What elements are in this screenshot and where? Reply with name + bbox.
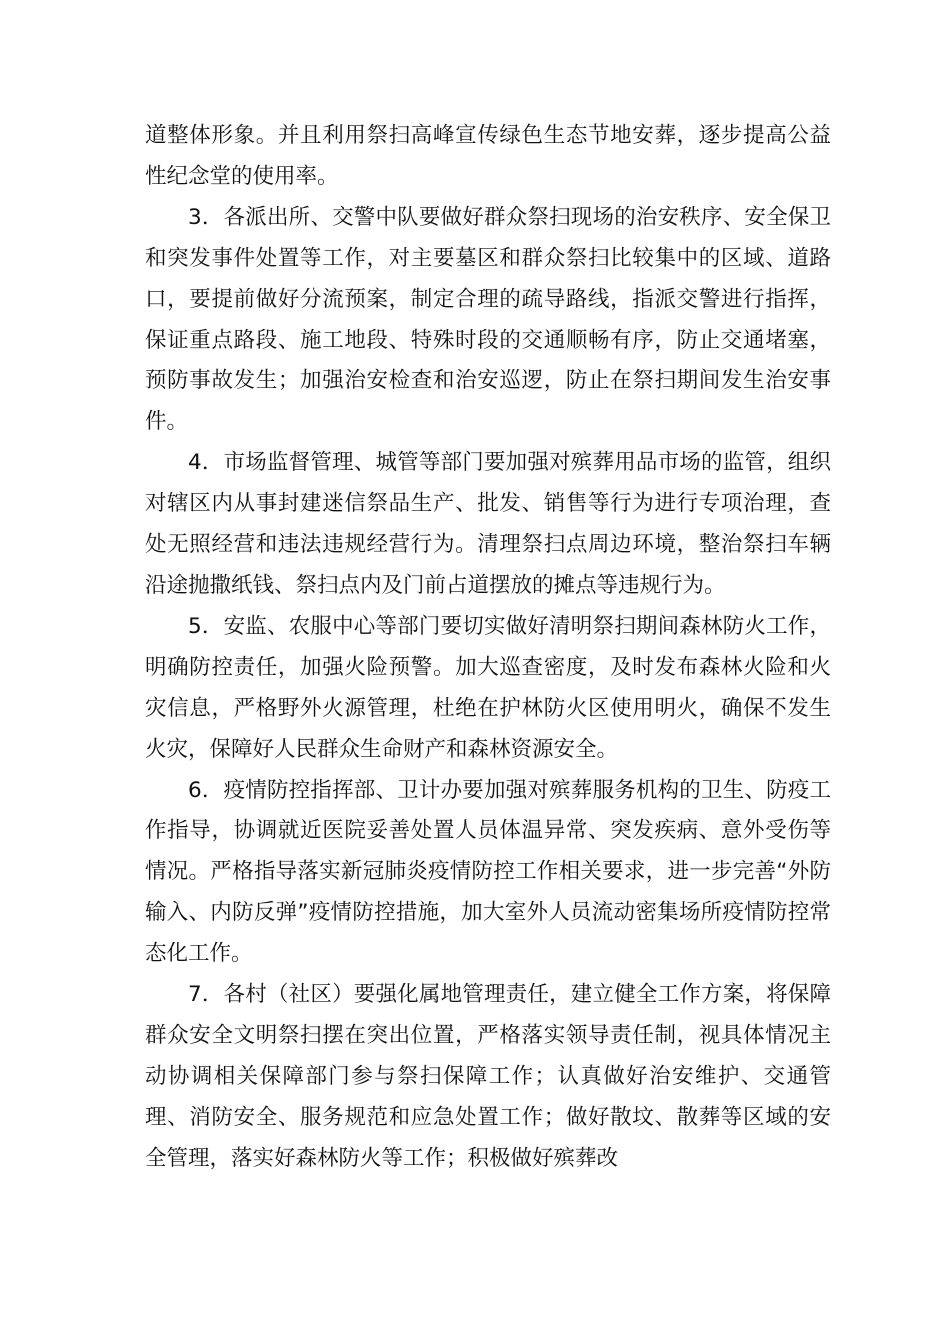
document-body — [145, 116, 831, 1180]
paragraph-item-3: 3．各派出所、交警中队要做好群众祭扫现场的治安秩序、安全保卫和突发事件处置等工作，对主要墓区和群众祭扫比较集中的区域、道路口，要提前做好分流预案，制定合理的疏导路线，指派交警进行指挥，保证重点路段、施工地段、特殊时段的交通顺畅有序，防止交通堵塞，预防事故发生；加强治安检查和治安巡逻，防止在祭扫期间发生治安事件。 — [145, 204, 831, 435]
paragraph-continuation: 道整体形象。并且利用祭扫高峰宣传绿色生态节地安葬，逐步提高公益性纪念堂的使用率。 — [145, 123, 831, 189]
paragraph-item-5: 5．安监、农服中心等部门要切实做好清明祭扫期间森林防火工作，明确防控责任，加强火险预警。加大巡查密度，及时发布森林火险和火灾信息，严格野外火源管理，杜绝在护林防火区使用明火，确保不发生火灾，保障好人民群众生命财产和森林资源安全。 — [145, 613, 831, 762]
paragraph-item-7: 7．各村（社区）要强化属地管理责任，建立健全工作方案，将保障群众安全文明祭扫摆在突出位置，严格落实领导责任制，视具体情况主动协调相关保障部门参与祭扫保障工作；认真做好治安维护、交通管理、消防安全、服务规范和应急处置工作；做好散坟、散葬等区域的安全管理，落实好森林防火等工作；积极做好殡葬改 — [145, 982, 831, 1171]
paragraph-item-4: 4．市场监督管理、城管等部门要加强对殡葬用品市场的监管，组织对辖区内从事封建迷信祭品生产、批发、销售等行为进行专项治理，查处无照经营和违法违规经营行为。清理祭扫点周边环境，整治祭扫车辆沿途抛撒纸钱、祭扫点内及门前占道摆放的摊点等违规行为。 — [145, 450, 831, 598]
paragraph-item-6: 6．疫情防控指挥部、卫计办要加强对殡葬服务机构的卫生、防疫工作指导，协调就近医院妥善处置人员体温异常、突发疾病、意外受伤等情况。严格指导落实新冠肺炎疫情防控工作相关要求，进一步完善“外防输入、内防反弹”疫情防控措施，加大室外人员流动密集场所疫情防控常态化工作。 — [145, 777, 831, 967]
